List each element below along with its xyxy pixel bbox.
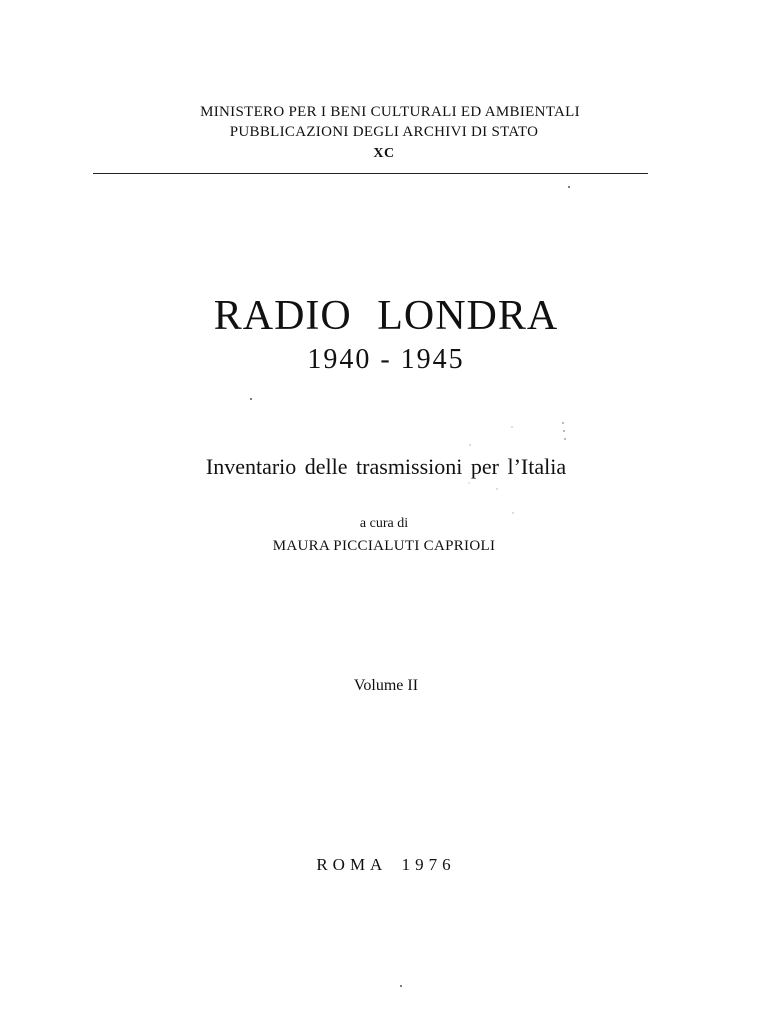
scan-speck [250,398,252,400]
book-title: RADIO LONDRA [213,293,559,339]
scan-speck [400,985,402,987]
volume-number: Volume II [353,677,419,694]
book-subtitle: Inventario delle trasmissioni per l’Italia [205,454,567,479]
series-name: PUBBLICAZIONI DEGLI ARCHIVI DI STATO [229,124,539,140]
book-years: 1940 - 1945 [307,344,465,375]
header-rule [93,173,648,174]
series-number: XC [373,146,395,161]
scan-speck [568,186,570,188]
editor-name: MAURA PICCIALUTI CAPRIOLI [272,538,496,554]
ministry-name: MINISTERO PER I BENI CULTURALI ED AMBIENTALI [200,104,580,120]
editor-label: a cura di [359,516,409,531]
imprint: ROMA 1976 [316,855,456,874]
